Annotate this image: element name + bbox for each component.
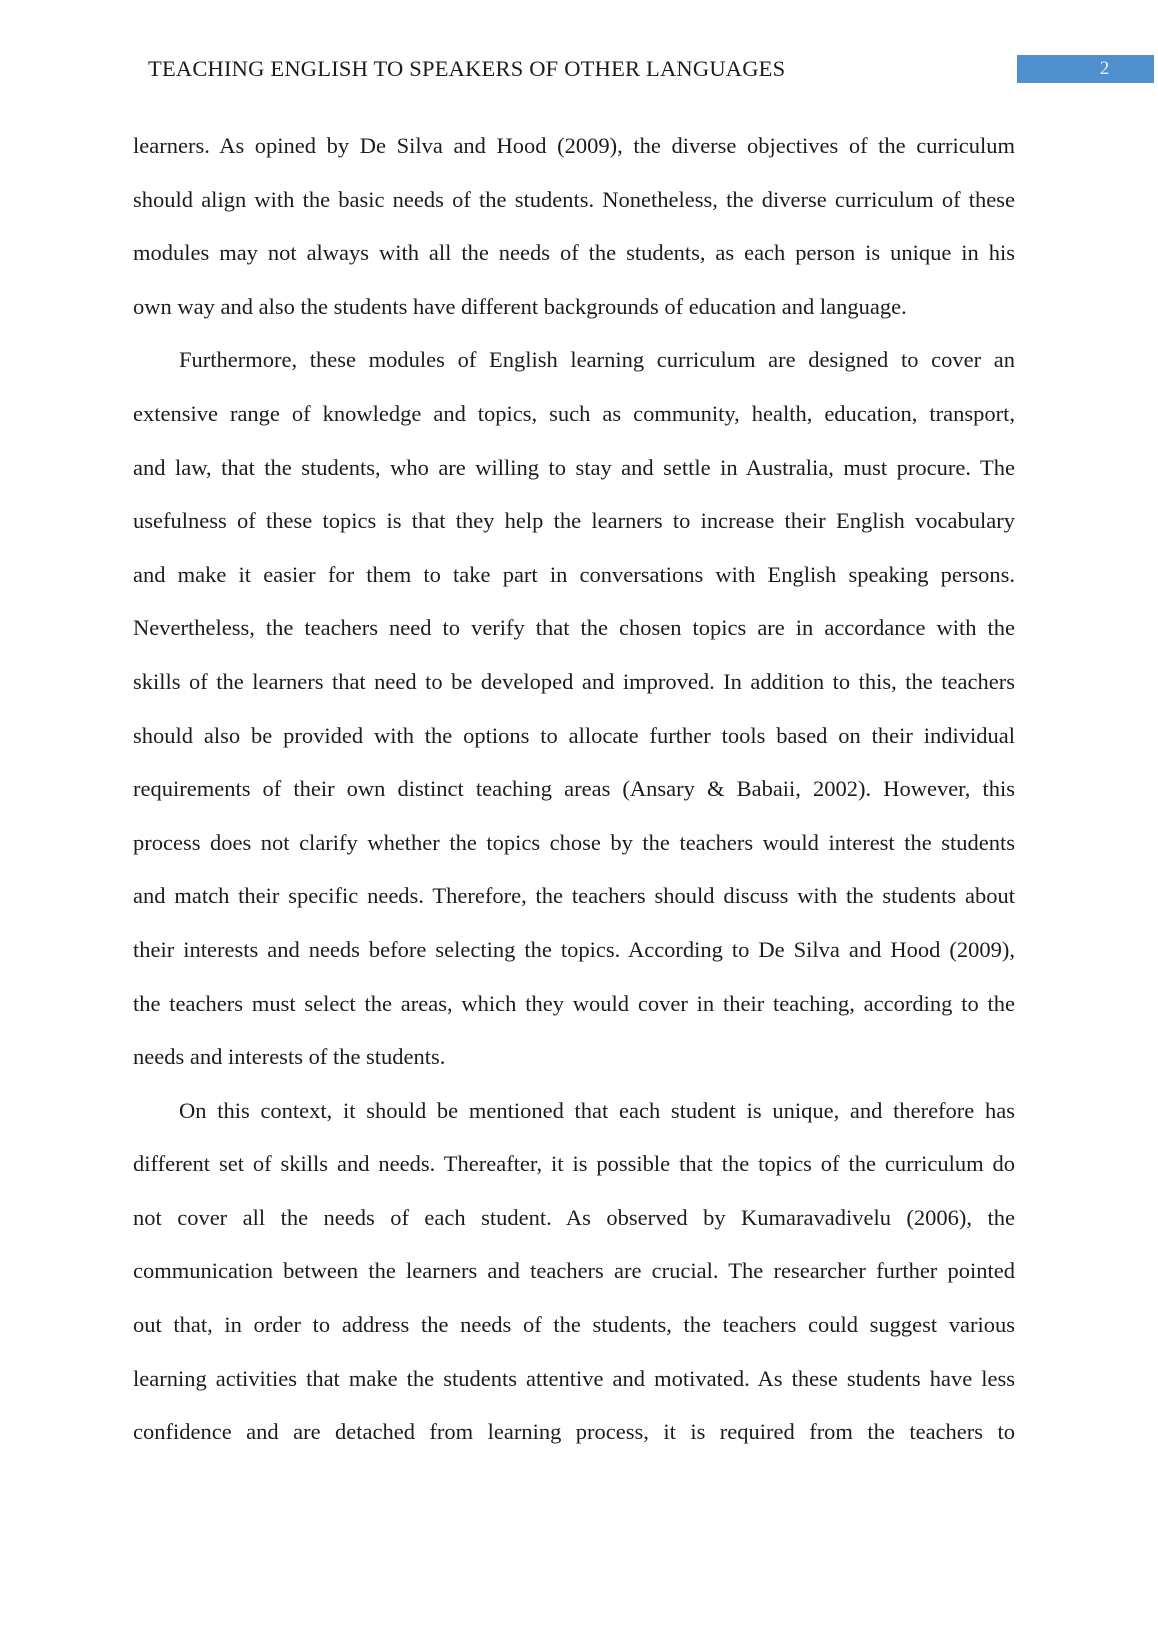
text-line: process does not clarify whether the topics chose by the teachers would interest the students: [133, 829, 1015, 855]
paragraph: [133, 333, 1015, 1083]
page-number-badge: [1017, 55, 1154, 83]
text-line: should align with the basic needs of the students. Nonetheless, the diverse curriculum of these: [133, 186, 1015, 212]
text-line: Nevertheless, the teachers need to verify that the chosen topics are in accordance with the: [133, 615, 1015, 641]
text-line: modules may not always with all the needs of the students, as each person is unique in his: [133, 240, 1015, 266]
text-line: out that, in order to address the needs of the students, the teachers could suggest various: [133, 1312, 1015, 1338]
text-line: needs and interests of the students.: [133, 1044, 446, 1070]
text-line: and law, that the students, who are willing to stay and settle in Australia, must procure. The: [133, 454, 1015, 480]
text-line: and match their specific needs. Therefore, the teachers should discuss with the students about: [133, 883, 1015, 909]
text-line: confidence and are detached from learning process, it is required from the teachers to: [133, 1419, 1015, 1445]
text-line: not cover all the needs of each student. As observed by Kumaravadivelu (2006), the: [133, 1204, 1015, 1230]
text-line: the teachers must select the areas, which they would cover in their teaching, according to the: [133, 990, 1015, 1016]
text-line: and make it easier for them to take part in conversations with English speaking persons.: [133, 561, 1015, 587]
text-line: usefulness of these topics is that they help the learners to increase their English vocabulary: [133, 508, 1015, 534]
text-line: own way and also the students have different backgrounds of education and language.: [133, 293, 907, 319]
text-line: On this context, it should be mentioned that each student is unique, and therefore has: [179, 1097, 1015, 1123]
text-line: requirements of their own distinct teaching areas (Ansary & Babaii, 2002). However, this: [133, 776, 1015, 802]
text-line: skills of the learners that need to be developed and improved. In addition to this, the teachers: [133, 668, 1015, 694]
paragraph: [133, 119, 1015, 333]
text-line: Furthermore, these modules of English learning curriculum are designed to cover an: [179, 347, 1015, 373]
text-line: communication between the learners and teachers are crucial. The researcher further pointed: [133, 1258, 1015, 1284]
text-line: different set of skills and needs. Thereafter, it is possible that the topics of the curriculum do: [133, 1151, 1015, 1177]
text-line: learners. As opined by De Silva and Hood (2009), the diverse objectives of the curriculum: [133, 133, 1015, 158]
text-line: should also be provided with the options to allocate further tools based on their individual: [133, 722, 1015, 748]
paragraph: [133, 1084, 1015, 1459]
running-head: TEACHING ENGLISH TO SPEAKERS OF OTHER LANGUAGES: [148, 56, 786, 81]
text-line: extensive range of knowledge and topics, such as community, health, education, transport,: [133, 400, 1015, 426]
text-line: learning activities that make the students attentive and motivated. As these students have less: [133, 1365, 1015, 1391]
document-body: [133, 119, 1015, 1459]
text-line: their interests and needs before selecting the topics. According to De Silva and Hood (2009),: [133, 936, 1015, 962]
page-number: 2: [1099, 58, 1110, 79]
